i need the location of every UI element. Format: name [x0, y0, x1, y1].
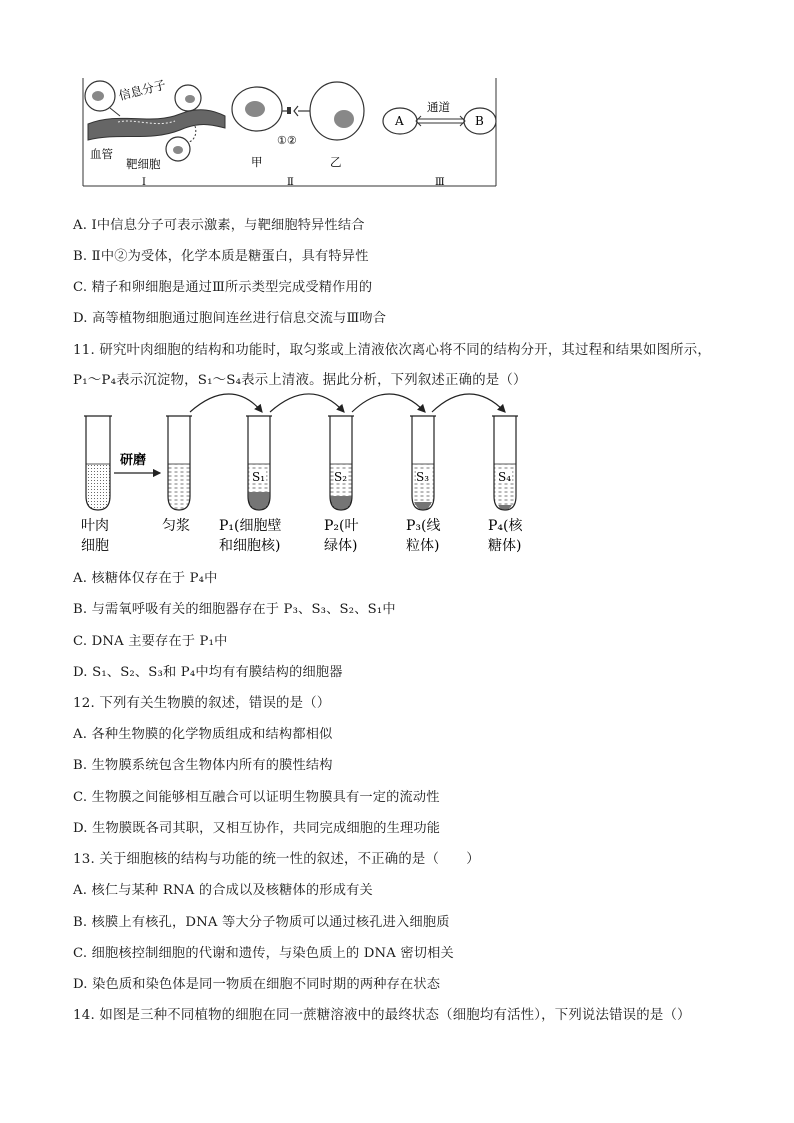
grind-label: 研磨 [120, 453, 147, 468]
tube-mesophyll-cells [81, 416, 112, 554]
tube-2-label-line-2: 和细胞核) [219, 538, 281, 554]
q10-option-a: A. Ⅰ中信息分子可表示激素，与靶细胞特异性结合 [73, 218, 365, 233]
cell-communication-figure [80, 66, 500, 191]
q13-option-a: A. 核仁与某种 RNA 的合成以及核糖体的形成有关 [73, 883, 373, 898]
tube-3-label-line-2: 绿体) [324, 538, 358, 554]
signal-molecule-label: 信息分子 [117, 77, 168, 103]
q11-stem-line-2: P₁～P₄表示沉淀物，S₁～S₄表示上清液。据此分析，下列叙述正确的是（） [73, 373, 527, 388]
tube-p1 [219, 416, 282, 554]
q12-option-a: A. 各种生物膜的化学物质组成和结构都相似 [73, 727, 333, 742]
node-b-label: B [475, 114, 484, 128]
tube-0-label-line-2: 细胞 [81, 538, 109, 554]
tube-4-label-line-1: P₃(线 [406, 518, 441, 534]
q10-option-d: D. 高等植物细胞通过胞间连丝进行信息交流与Ⅲ吻合 [73, 311, 387, 326]
panel-2-contact [232, 82, 364, 188]
supernatant-s3: S₃ [416, 470, 430, 484]
tube-5-label-line-1: P₄(核 [488, 518, 523, 534]
channel-label: 通道 [427, 100, 450, 114]
q14-stem: 14. 如图是三种不同植物的细胞在同一蔗糖溶液中的最终状态（细胞均有活性），下列说法错误的是（） [73, 1008, 691, 1023]
cell-jia-label: 甲 [251, 155, 263, 169]
q12-option-d: D. 生物膜既各司其职，又相互协作，共同完成细胞的生理功能 [73, 821, 441, 836]
q11-stem-line-1: 11. 研究叶肉细胞的结构和功能时，取匀浆或上清液依次离心将不同的结构分开，其过程和结果如图所示， [73, 343, 711, 358]
panel-3-channel [383, 100, 496, 188]
tube-0-label-line-1: 叶肉 [81, 518, 109, 534]
supernatant-s1: S₁ [252, 470, 266, 484]
q13-option-d: D. 染色质和染色体是同一物质在细胞不同时期的两种存在状态 [73, 977, 441, 992]
node-a-label: A [395, 114, 404, 128]
cell-yi [310, 82, 364, 140]
panel-1-numeral: Ⅰ [142, 177, 146, 188]
blood-vessel-label: 血管 [90, 147, 113, 161]
q13-option-b: B. 核膜上有核孔，DNA 等大分子物质可以通过核孔进入细胞质 [73, 915, 450, 930]
tube-1-label: 匀浆 [162, 518, 190, 534]
blood-vessel [88, 110, 225, 140]
q10-option-c: C. 精子和卵细胞是通过Ⅲ所示类型完成受精作用的 [73, 280, 373, 295]
tube-5-label-line-2: 糖体) [488, 538, 522, 554]
tube-4-label-line-2: 粒体) [406, 538, 440, 554]
tube-p3 [406, 416, 441, 554]
q11-option-a: A. 核糖体仅存在于 P₄中 [73, 571, 218, 586]
q11-option-d: D. S₁、S₂、S₃和 P₄中均有有膜结构的细胞器 [73, 665, 343, 680]
panel-1-endocrine [85, 77, 225, 188]
tube-p2 [324, 416, 359, 554]
tube-homogenate [162, 416, 192, 534]
q13-stem: 13. 关于细胞核的结构与功能的统一性的叙述，不正确的是（ ） [73, 852, 480, 867]
q12-stem: 12. 下列有关生物膜的叙述，错误的是（） [73, 696, 331, 711]
q13-option-c: C. 细胞核控制细胞的代谢和遗传，与染色质上的 DNA 密切相关 [73, 946, 454, 961]
supernatant-s4: S₄ [498, 470, 512, 484]
panel-2-numeral: Ⅱ [287, 177, 294, 188]
tube-3-label-line-1: P₂(叶 [324, 518, 359, 534]
target-cell-label: 靶细胞 [126, 157, 161, 171]
signal-marks-label: ①② [277, 134, 297, 147]
supernatant-s2: S₂ [334, 470, 348, 484]
centrifugation-figure [72, 386, 542, 558]
q11-option-c: C. DNA 主要存在于 P₁中 [73, 634, 228, 649]
q12-option-b: B. 生物膜系统包含生物体内所有的膜性结构 [73, 758, 333, 773]
panel-3-numeral: Ⅲ [435, 177, 445, 188]
q10-option-b: B. Ⅱ中②为受体，化学本质是糖蛋白，具有特异性 [73, 249, 369, 264]
q12-option-c: C. 生物膜之间能够相互融合可以证明生物膜具有一定的流动性 [73, 790, 440, 805]
q11-option-b: B. 与需氧呼吸有关的细胞器存在于 P₃、S₃、S₂、S₁中 [73, 602, 396, 617]
tube-2-label-line-1: P₁(细胞壁 [219, 518, 282, 534]
tube-p4 [488, 416, 523, 554]
cell-yi-label: 乙 [330, 155, 342, 169]
